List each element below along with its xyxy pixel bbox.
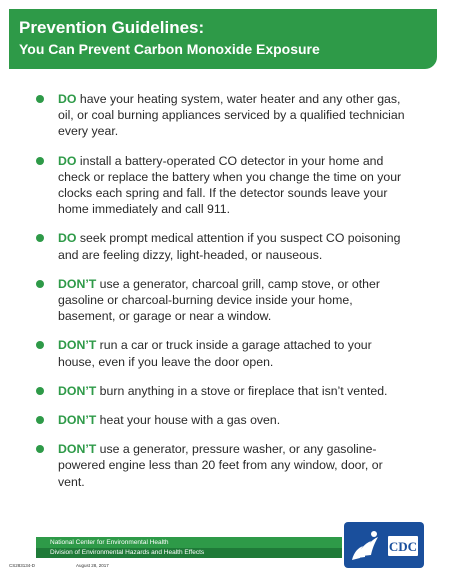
- list-item: [36, 230, 406, 262]
- list-item: [36, 276, 406, 325]
- bullet-icon: [36, 95, 44, 103]
- item-text: use a generator, pressure washer, or any gasoline-powered engine less than 20 feet from any window, door, or vent.: [58, 442, 383, 489]
- guidelines-list: [36, 91, 406, 490]
- item-text: install a battery-operated CO detector in your home and check or replace the battery when you change the time on your clocks each spring and fall. If the detector sounds leave your home immediately and call 911.: [58, 153, 402, 217]
- footer-division-bar: Division of Environmental Hazards and Health Effects: [36, 548, 342, 558]
- item-text: have your heating system, water heater and any other gas, oil, or coal burning appliances serviced by a qualified technician every year.: [58, 92, 405, 139]
- list-item: [36, 337, 406, 369]
- list-item: [36, 91, 406, 140]
- item-keyword: DO: [58, 231, 77, 246]
- bullet-icon: [36, 157, 44, 165]
- footer-center-bar: National Center for Environmental Health: [36, 537, 342, 548]
- item-text: burn anything in a stove or fireplace that isn’t vented.: [96, 383, 388, 398]
- page-title: Prevention Guidelines:: [19, 18, 205, 37]
- bullet-icon: [36, 341, 44, 349]
- bullet-icon: [36, 280, 44, 288]
- item-keyword: DON’T: [58, 383, 97, 398]
- bullet-icon: [36, 234, 44, 242]
- item-text: run a car or truck inside a garage attached to your house, even if you leave the door open.: [58, 338, 372, 369]
- item-keyword: DO: [58, 153, 77, 168]
- item-keyword: DON’T: [58, 413, 97, 428]
- bullet-icon: [36, 416, 44, 424]
- page-subtitle: You Can Prevent Carbon Monoxide Exposure: [19, 41, 320, 57]
- item-text: use a generator, charcoal grill, camp stove, or other gasoline or charcoal-burning device inside your home, basement, or garage or near a window.: [58, 276, 380, 324]
- bullet-icon: [36, 445, 44, 453]
- list-item: [36, 412, 406, 428]
- list-item: [36, 441, 406, 490]
- list-item: [36, 383, 406, 399]
- item-text: heat your house with a gas oven.: [96, 413, 281, 428]
- item-keyword: DON’T: [58, 276, 97, 291]
- document-id: CS283134-D: [9, 563, 36, 568]
- item-keyword: DON’T: [58, 442, 97, 457]
- cdc-logo: [344, 522, 424, 568]
- document-date: August 28, 2017: [76, 563, 109, 568]
- bullet-icon: [36, 387, 44, 395]
- item-keyword: DO: [58, 92, 77, 106]
- header-banner: [9, 9, 437, 69]
- list-item: [36, 153, 406, 218]
- item-keyword: DON’T: [58, 338, 97, 353]
- cdc-logo-graphic: [344, 522, 424, 568]
- cdc-logo-text: CDC: [388, 539, 418, 554]
- item-text: seek prompt medical attention if you suspect CO poisoning and are feeling dizzy, light-headed, or nauseous.: [58, 231, 401, 262]
